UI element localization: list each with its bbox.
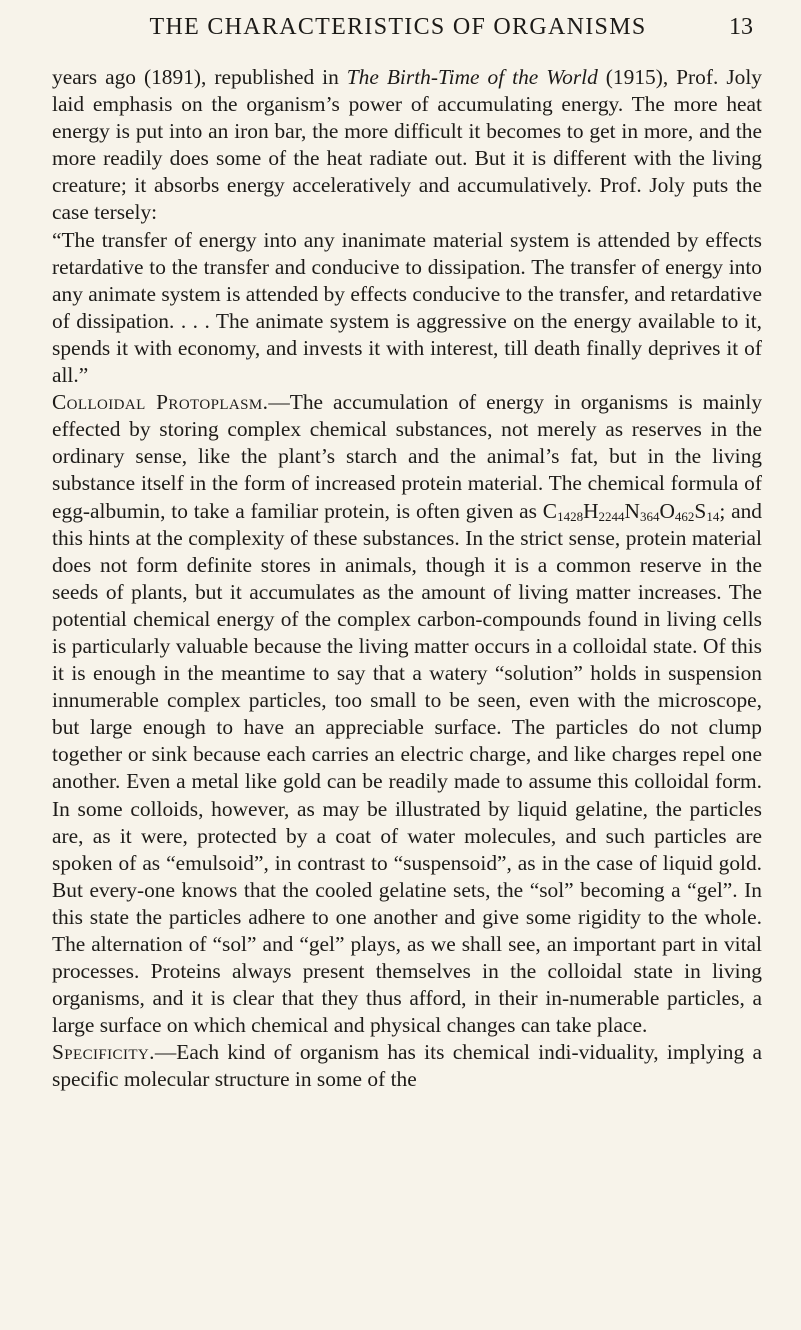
running-title: THE CHARACTERISTICS OF ORGANISMS [149,14,647,40]
paragraph-colloidal-protoplasm [52,389,762,1039]
paragraph-specificity [52,1039,762,1093]
body-text [52,64,762,1094]
egg-albumin-formula: $C_{1428}H_{2244}N_{364}O_{462}S_{14}$ [542,498,720,524]
specificity-text: —Each kind of organism has its chemical indi-viduality, implying a specific molecular structure in some of the [52,1040,762,1092]
section-heading-colloidal-protoplasm: Colloidal Protoplasm. [52,390,269,415]
paragraph-joly [52,64,762,227]
joly-quotation: “The transfer of energy into any inanimate material system is attended by effects retardative to the transfer and conducive to dissipation. The transfer of energy into any animate system is attended by effects conducive to the transfer, and retardative of dissipation. . . . The animate system is aggressive on the energy available to it, spends it with economy, and invests it with interest, till death finally deprives it of all.” [52,227,762,388]
book-title: The Birth-Time of the World [346,65,598,89]
section-heading-specificity: Specificity. [52,1040,155,1065]
colloidal-text-lead: —The accumulation of energy in organisms is mainly effected by storing complex chemical substances, not merely as reserves in the ordinary sense, like the plant’s starch and the animal’s fat, but in the living substance itself in the form of increased protein material. The chemical formula of egg-albumin, to take a familiar protein, is often given as [52,390,763,523]
page-number: 13 [729,14,753,40]
paragraph-joly-lead: years ago (1891), republished in [52,65,347,89]
paragraph-joly-rest: (1915), Prof. Joly laid emphasis on the organism’s power of accumulating energy. The more heat energy is put into an iron bar, the more difficult it becomes to get in more, and the more readily does some of the heat radiate out. But it is different with the living creature; it absorbs energy acceleratively and accumulatively. Prof. Joly puts the case tersely: [52,65,762,225]
colloidal-text-rest: ; and this hints at the complexity of these substances. In the strict sense, protein material does not form definite stores in animals, though it is a common reserve in the seeds of plants, but it accumulates as the amount of living matter increases. The potential chemical energy of the complex carbon-compounds found in living cells is particularly valuable because the living matter occurs in a colloidal state. Of this it is enough in the meantime to say that a watery “solution” holds in suspension innumerable complex particles, too small to be seen, even with the microscope, but large enough to have an appreciable surface. The particles do not clump together or sink because each carries an electric charge, and like charges repel one another. Even a metal like gold can be readily made to assume this colloidal form. In some colloids, however, as may be illustrated by liquid gelatine, the particles are, as it were, protected by a coat of water molecules, and such particles are spoken of as “emulsoid”, in contrast to “suspensoid”, as in the case of liquid gold. But every-one knows that the cooled gelatine sets, the “sol” becoming a “gel”. In this state the particles adhere to one another and give some rigidity to the whole. The alternation of “sol” and “gel” plays, as we shall see, an important part in vital processes. Proteins always present themselves in the colloidal state in living organisms, and it is clear that they thus afford, in their in-numerable particles, a large surface on which chemical and physical changes can take place. [52,498,762,1038]
